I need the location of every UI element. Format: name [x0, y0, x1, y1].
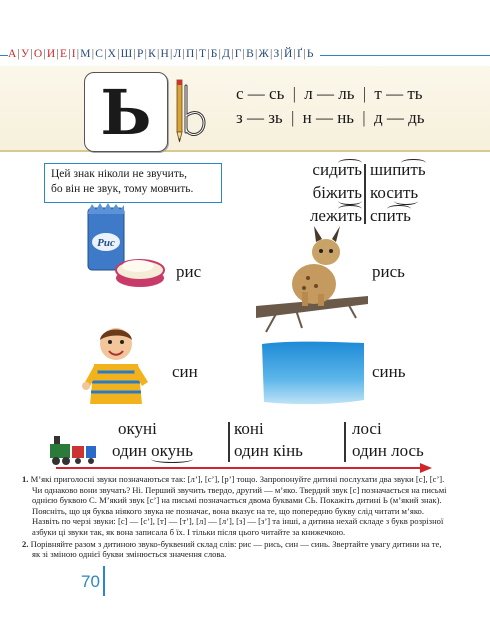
rice-pack-label: Рис: [97, 237, 115, 249]
page-number-rule: [103, 566, 105, 596]
rice-picture: [82, 200, 166, 292]
alphabet-letter: Е: [59, 48, 68, 60]
pair: с — сь: [236, 84, 285, 103]
alphabet-letter: О: [33, 48, 43, 60]
script-letter-with-pencil: [170, 76, 210, 148]
pair: т — ть: [374, 84, 423, 103]
page-number: 70: [81, 572, 100, 591]
arrow-line: [56, 467, 424, 469]
blue-picture: [260, 340, 366, 406]
singular-word: один кінь: [234, 441, 303, 460]
alphabet-separator: |: [68, 48, 71, 60]
verb-word: біжить: [312, 183, 362, 202]
alphabet-letter: В: [246, 48, 254, 60]
word-lynx: рись: [372, 262, 405, 281]
alphabet-letter: Г: [234, 48, 242, 60]
word-divider: [228, 422, 230, 462]
pairs-row: с — сь | л — ль | т — ть: [236, 84, 423, 103]
pairs-row: з — зь | н — нь | д — дь: [236, 108, 425, 127]
plural-word: коні: [234, 419, 264, 438]
son-picture: [80, 320, 152, 412]
singular-word: один окунь: [112, 441, 193, 460]
word-blue: синь: [372, 362, 406, 381]
alphabet-separator: |: [104, 48, 107, 60]
note-text: М’які приголосні звуки позначаються так: [л’], [с’], [р’] тощо. Запропонуйте дитині послухати два звуки [с], [с’]. Чи однаково вони звучать? Ні. Перший звучить твердо, другий — м’яко. Твердий звук [с] позначається на письмі однією буквою С. М’який звук [с’] на письмі позначається двома буквами СЬ. Покажіть дитині Ь (м’який знак). Поясніть, що ця буква ніякого звука не позначає, вона вказує на те, що попередню букву слід читати м’яко. Назвіть по черзі звуки: [с] — [с’], [т] — [т’], [л] — [л’], [з] — [з’] та інші, а дитина нехай складе з букв розрізної азбуки ці звуки так, як вона записала б їх. І тільки після цього читайте за книжечкою.: [30, 474, 447, 537]
word-pair: [112, 418, 193, 462]
alphabet-letter: Н: [160, 48, 169, 60]
alphabet-letter: С: [95, 48, 104, 60]
verb-word: косить: [370, 183, 419, 202]
alphabet-letter: М: [80, 48, 91, 60]
note-number: 2.: [22, 538, 29, 549]
plural-word: окуні: [118, 419, 157, 438]
alphabet-separator: |: [207, 48, 210, 60]
alphabet-separator: |: [218, 48, 222, 60]
alphabet-letter: Д: [222, 48, 231, 60]
alphabet-separator: |: [43, 48, 46, 60]
pair: д — дь: [373, 108, 425, 127]
alphabet-letter: Ь: [306, 48, 314, 60]
alphabet-letter: Б: [210, 48, 218, 60]
alphabet-separator: |: [133, 48, 136, 60]
alphabet-separator: |: [56, 48, 59, 60]
alphabet-letter: А: [8, 48, 17, 60]
word-son: син: [172, 362, 198, 381]
alphabet-strip: [8, 48, 320, 62]
alphabet-separator: |: [144, 48, 148, 60]
rhyme-line: бо він не звук, тому мовчить.: [51, 183, 194, 195]
alphabet-letter: У: [21, 48, 30, 60]
pencil-icon: [177, 80, 182, 142]
alphabet-separator: |: [231, 48, 234, 60]
alphabet-letter: Л: [173, 48, 182, 60]
alphabet-letter: Ж: [258, 48, 269, 60]
alphabet-separator: |: [117, 48, 120, 60]
verbs-right-column: [370, 158, 426, 227]
alphabet-letter: Й: [283, 48, 293, 60]
alphabet-letter: І: [71, 48, 76, 60]
alphabet-separator: |: [76, 48, 80, 60]
alphabet-letter: Ш: [120, 48, 133, 60]
alphabet-separator: |: [91, 48, 95, 60]
verb-word: лежить: [309, 206, 362, 225]
alphabet-separator: |: [254, 48, 258, 60]
verb-word: спить: [370, 206, 411, 225]
alphabet-separator: |: [156, 48, 160, 60]
singular-word: один лось: [352, 441, 424, 460]
alphabet-separator: |: [303, 48, 306, 60]
pair: л — ль: [304, 84, 355, 103]
alphabet-letter: К: [148, 48, 156, 60]
verb-word: сидить: [312, 160, 362, 179]
note-item: [22, 474, 448, 538]
pair: з — зь: [236, 108, 283, 127]
letter-glyph: Ь: [100, 76, 152, 149]
plural-word: лосі: [352, 419, 382, 438]
pair: н — нь: [302, 108, 355, 127]
note-item: [22, 539, 448, 560]
rhyme-line: Цей знак ніколи не звучить,: [51, 168, 187, 180]
alphabet-letter: Т: [199, 48, 207, 60]
lynx-picture: [256, 222, 368, 334]
alphabet-separator: |: [269, 48, 273, 60]
letter-card: [84, 72, 168, 152]
word-rice: рис: [176, 262, 202, 281]
alphabet-letter: И: [46, 48, 56, 60]
alphabet-letter: З: [273, 48, 280, 60]
alphabet-separator: |: [293, 48, 296, 60]
alphabet-separator: |: [280, 48, 283, 60]
alphabet-letter: П: [186, 48, 195, 60]
verbs-divider: [364, 164, 366, 224]
word-divider: [344, 422, 346, 462]
word-pair: [234, 418, 303, 462]
script-soft-sign-icon: [186, 86, 204, 134]
word-pair: [352, 418, 424, 462]
alphabet-separator: |: [242, 48, 246, 60]
alphabet-letter: Р: [136, 48, 144, 60]
rhyme-box: [44, 163, 222, 203]
alphabet-letter: Х: [107, 48, 117, 60]
alphabet-letter: Ґ: [297, 48, 303, 60]
note-text: Порівняйте разом з дитиною звуко-буквений склад слів: рис — рись, син — синь. Звертайте увагу дитини на те, як зі зміною однієї букви змінюється значення слова.: [30, 538, 442, 560]
teacher-notes: [22, 474, 448, 561]
verb-word: шипить: [370, 160, 426, 179]
sound-pairs: [236, 82, 425, 130]
alphabet-separator: |: [195, 48, 199, 60]
alphabet-separator: |: [17, 48, 21, 60]
alphabet-separator: |: [30, 48, 33, 60]
alphabet-separator: |: [182, 48, 186, 60]
verbs-left-column: [278, 158, 362, 227]
alphabet-separator: |: [169, 48, 173, 60]
arrow-head-icon: [420, 463, 432, 473]
note-number: 1.: [22, 474, 29, 484]
train-icon: [48, 432, 98, 468]
